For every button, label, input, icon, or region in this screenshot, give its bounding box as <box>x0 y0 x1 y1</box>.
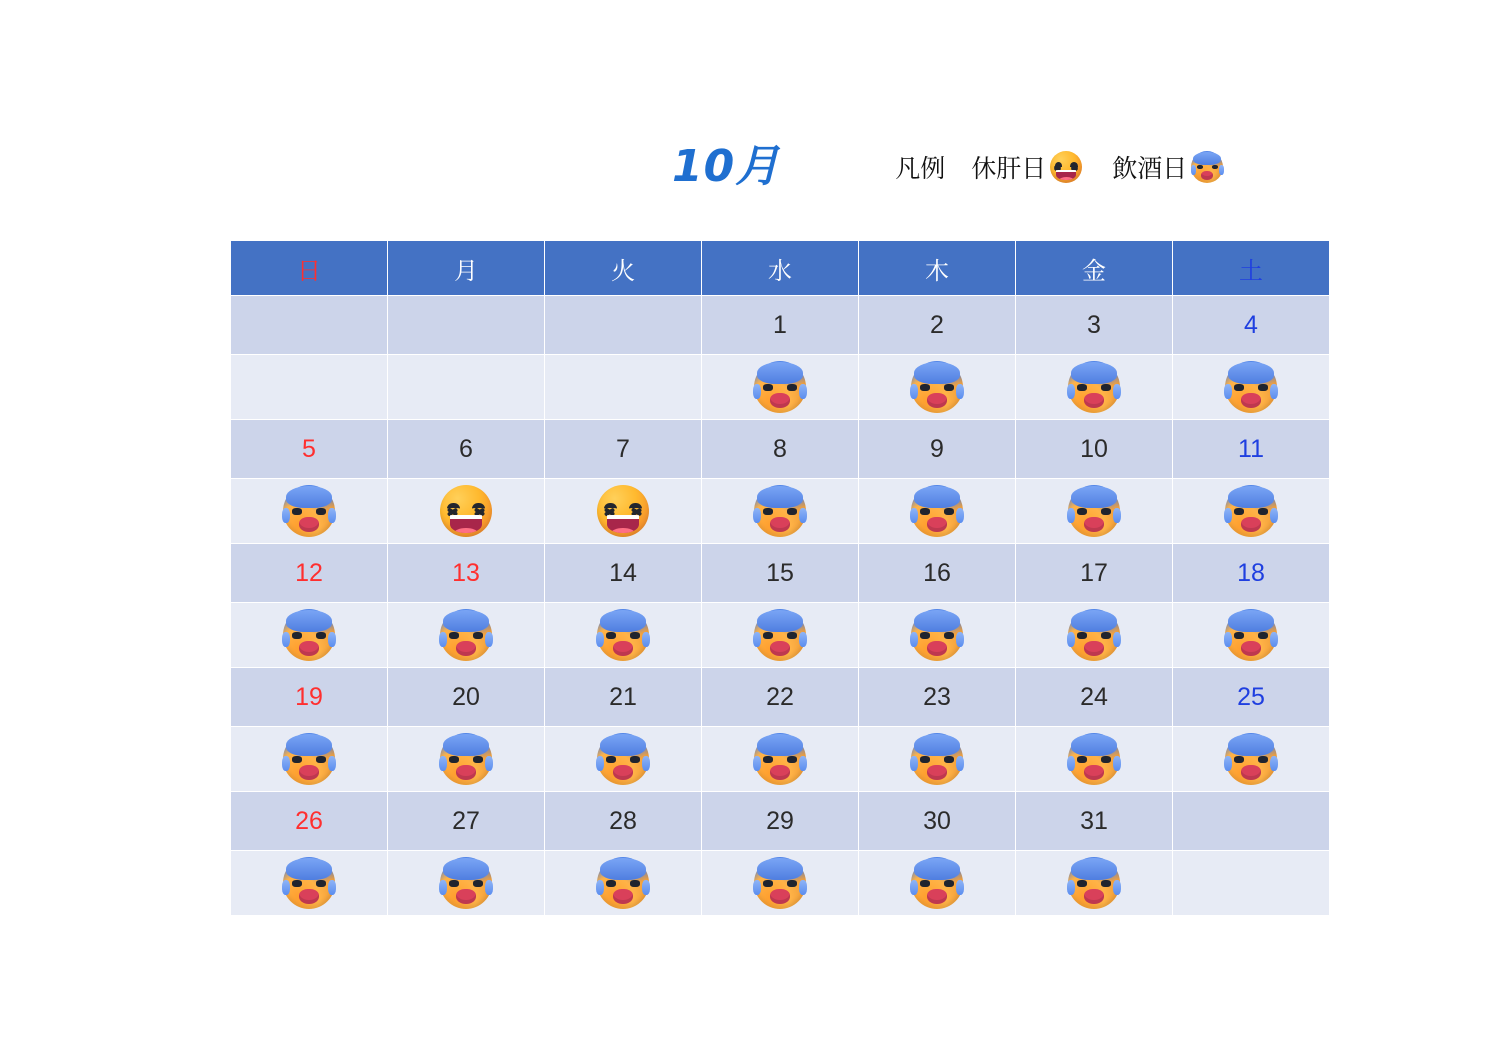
calendar-icon-row <box>231 479 1330 544</box>
calendar-icon-cell[interactable] <box>702 355 859 420</box>
shocked-blue-face-icon <box>754 857 806 909</box>
calendar-icon-cell[interactable] <box>388 479 545 544</box>
calendar-icon-cell[interactable] <box>231 603 388 668</box>
calendar-date-row <box>231 792 1330 851</box>
calendar-icon-cell[interactable] <box>859 727 1016 792</box>
calendar-icon-cell[interactable] <box>231 727 388 792</box>
shocked-blue-face-icon <box>440 733 492 785</box>
calendar-icon-cell[interactable] <box>388 727 545 792</box>
calendar-icon-cell[interactable] <box>388 851 545 916</box>
calendar-date-cell[interactable]: 13 <box>388 544 545 603</box>
shocked-blue-face-icon <box>911 485 963 537</box>
calendar-date-cell[interactable]: 22 <box>702 668 859 727</box>
shocked-blue-face-icon <box>911 609 963 661</box>
calendar-date-cell[interactable] <box>231 296 388 355</box>
weekday-header-thu: 木 <box>859 241 1016 296</box>
legend <box>895 149 1253 185</box>
calendar-date-cell[interactable]: 6 <box>388 420 545 479</box>
calendar-date-cell[interactable]: 14 <box>545 544 702 603</box>
calendar-date-cell[interactable] <box>388 296 545 355</box>
weekday-header-fri: 金 <box>1016 241 1173 296</box>
calendar-icon-cell[interactable] <box>388 603 545 668</box>
calendar-date-cell[interactable]: 20 <box>388 668 545 727</box>
calendar-date-cell[interactable]: 31 <box>1016 792 1173 851</box>
shocked-blue-face-icon <box>440 609 492 661</box>
shocked-blue-face-icon <box>911 857 963 909</box>
calendar-body <box>231 296 1330 916</box>
calendar-date-cell[interactable]: 12 <box>231 544 388 603</box>
weekday-header-sat: 土 <box>1173 241 1330 296</box>
calendar-icon-cell[interactable] <box>545 355 702 420</box>
calendar-icon-cell[interactable] <box>859 479 1016 544</box>
calendar-date-cell[interactable]: 30 <box>859 792 1016 851</box>
calendar-date-row <box>231 668 1330 727</box>
calendar-icon-cell[interactable] <box>545 851 702 916</box>
shocked-blue-face-icon <box>754 733 806 785</box>
calendar-icon-cell[interactable] <box>702 479 859 544</box>
calendar-date-cell[interactable]: 1 <box>702 296 859 355</box>
calendar-icon-cell[interactable] <box>1016 603 1173 668</box>
weekday-header-row <box>231 241 1330 296</box>
calendar-date-row <box>231 296 1330 355</box>
calendar-date-cell[interactable]: 16 <box>859 544 1016 603</box>
calendar-icon-cell[interactable] <box>1016 355 1173 420</box>
calendar-icon-cell[interactable] <box>1016 727 1173 792</box>
calendar-icon-row <box>231 727 1330 792</box>
calendar-icon-cell[interactable] <box>859 603 1016 668</box>
weekday-header-mon: 月 <box>388 241 545 296</box>
shocked-blue-face-icon <box>440 857 492 909</box>
laughing-face-icon <box>1050 151 1082 183</box>
legend-item-rest-label: 休肝日 <box>971 155 1047 183</box>
shocked-blue-face-icon <box>1068 857 1120 909</box>
calendar-icon-cell[interactable] <box>1173 727 1330 792</box>
calendar-icon-cell[interactable] <box>545 479 702 544</box>
calendar-icon-cell[interactable] <box>1173 479 1330 544</box>
shocked-blue-face-icon <box>283 733 335 785</box>
calendar-icon-row <box>231 851 1330 916</box>
calendar-date-cell[interactable]: 25 <box>1173 668 1330 727</box>
shocked-blue-face-icon <box>754 609 806 661</box>
shocked-blue-face-icon <box>754 361 806 413</box>
shocked-blue-face-icon <box>1068 733 1120 785</box>
calendar-date-cell[interactable]: 29 <box>702 792 859 851</box>
calendar-date-cell[interactable]: 17 <box>1016 544 1173 603</box>
legend-item-rest <box>971 149 1082 185</box>
calendar-date-cell[interactable]: 21 <box>545 668 702 727</box>
calendar-icon-cell[interactable] <box>859 851 1016 916</box>
calendar-icon-cell[interactable] <box>1173 603 1330 668</box>
calendar-date-cell[interactable]: 9 <box>859 420 1016 479</box>
calendar-icon-cell[interactable] <box>231 479 388 544</box>
shocked-blue-face-icon <box>1068 485 1120 537</box>
calendar-icon-cell[interactable] <box>231 355 388 420</box>
calendar-date-cell[interactable]: 23 <box>859 668 1016 727</box>
shocked-blue-face-icon <box>283 857 335 909</box>
calendar-icon-cell[interactable] <box>1016 851 1173 916</box>
shocked-blue-face-icon <box>597 733 649 785</box>
page-header <box>230 132 1330 202</box>
shocked-blue-face-icon <box>1191 151 1223 183</box>
shocked-blue-face-icon <box>911 361 963 413</box>
calendar-date-cell[interactable]: 24 <box>1016 668 1173 727</box>
shocked-blue-face-icon <box>1225 485 1277 537</box>
calendar-date-cell[interactable]: 27 <box>388 792 545 851</box>
calendar-date-cell[interactable]: 5 <box>231 420 388 479</box>
calendar-date-cell[interactable]: 10 <box>1016 420 1173 479</box>
shocked-blue-face-icon <box>1068 609 1120 661</box>
calendar-date-cell[interactable]: 4 <box>1173 296 1330 355</box>
calendar-icon-cell[interactable] <box>545 603 702 668</box>
calendar-date-cell[interactable]: 11 <box>1173 420 1330 479</box>
shocked-blue-face-icon <box>754 485 806 537</box>
calendar-icon-cell[interactable] <box>702 727 859 792</box>
shocked-blue-face-icon <box>1225 361 1277 413</box>
calendar-date-cell[interactable]: 28 <box>545 792 702 851</box>
calendar-date-cell[interactable]: 7 <box>545 420 702 479</box>
shocked-blue-face-icon <box>911 733 963 785</box>
shocked-blue-face-icon <box>597 857 649 909</box>
laughing-face-icon <box>440 485 492 537</box>
shocked-blue-face-icon <box>1068 361 1120 413</box>
weekday-header-wed: 水 <box>702 241 859 296</box>
calendar-icon-cell[interactable] <box>1173 355 1330 420</box>
calendar-date-cell[interactable]: 8 <box>702 420 859 479</box>
calendar-date-cell[interactable] <box>1173 792 1330 851</box>
laughing-face-icon <box>597 485 649 537</box>
legend-item-drink <box>1112 149 1223 185</box>
calendar-icon-cell[interactable] <box>388 355 545 420</box>
calendar-date-cell[interactable]: 26 <box>231 792 388 851</box>
calendar-table <box>230 240 1330 916</box>
calendar-icon-row <box>231 355 1330 420</box>
calendar-date-cell[interactable]: 19 <box>231 668 388 727</box>
calendar-icon-cell[interactable] <box>231 851 388 916</box>
calendar-date-cell[interactable]: 18 <box>1173 544 1330 603</box>
calendar-date-cell[interactable]: 15 <box>702 544 859 603</box>
calendar-date-cell[interactable]: 2 <box>859 296 1016 355</box>
shocked-blue-face-icon <box>283 485 335 537</box>
shocked-blue-face-icon <box>1225 733 1277 785</box>
calendar-icon-cell[interactable] <box>545 727 702 792</box>
calendar-icon-row <box>231 603 1330 668</box>
calendar-date-row <box>231 544 1330 603</box>
calendar-icon-cell[interactable] <box>1173 851 1330 916</box>
calendar-date-row <box>231 420 1330 479</box>
shocked-blue-face-icon <box>283 609 335 661</box>
calendar-icon-cell[interactable] <box>1016 479 1173 544</box>
page-title: 10月 <box>672 141 781 192</box>
calendar-icon-cell[interactable] <box>702 851 859 916</box>
legend-label: 凡例 <box>895 155 946 183</box>
weekday-header-tue: 火 <box>545 241 702 296</box>
calendar-date-cell[interactable] <box>545 296 702 355</box>
shocked-blue-face-icon <box>597 609 649 661</box>
calendar-date-cell[interactable]: 3 <box>1016 296 1173 355</box>
calendar-icon-cell[interactable] <box>702 603 859 668</box>
legend-item-drink-label: 飲酒日 <box>1112 155 1188 183</box>
shocked-blue-face-icon <box>1225 609 1277 661</box>
calendar-icon-cell[interactable] <box>859 355 1016 420</box>
weekday-header-sun: 日 <box>231 241 388 296</box>
